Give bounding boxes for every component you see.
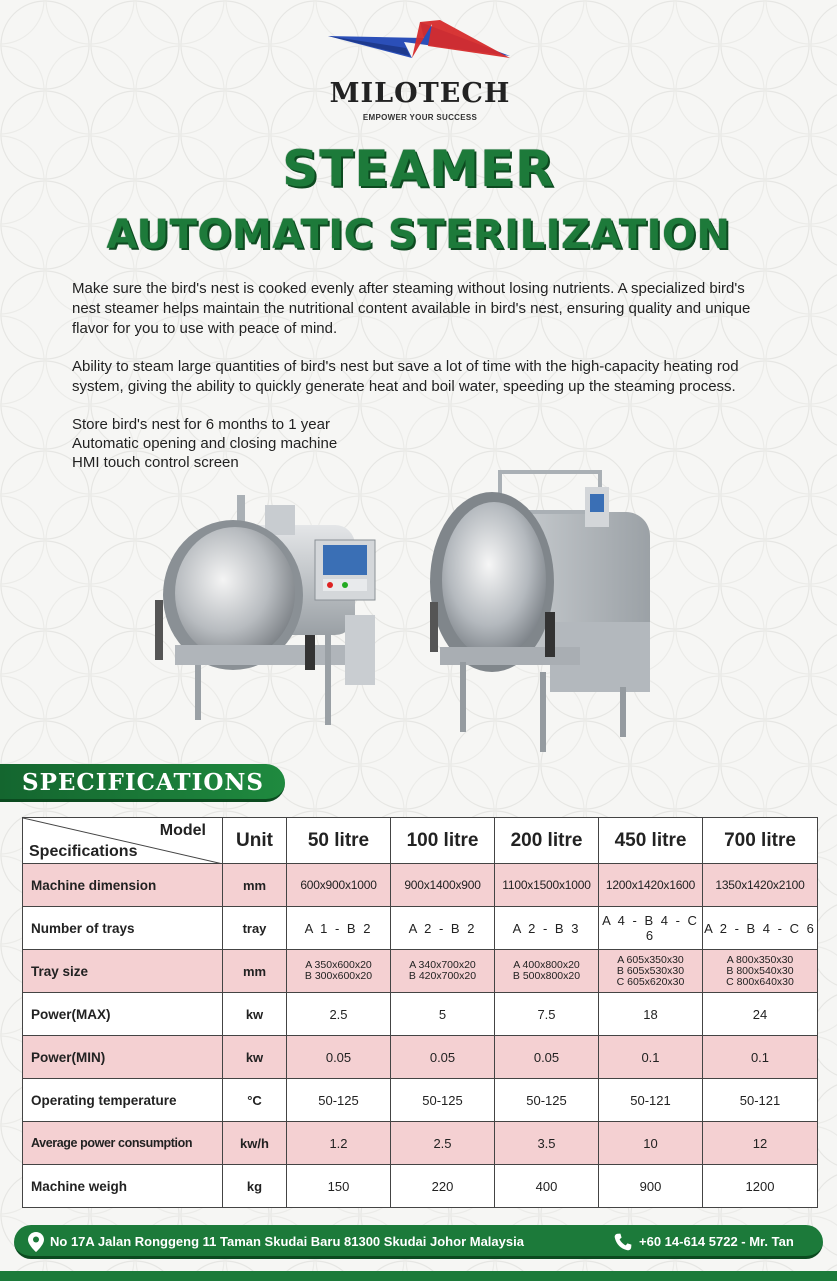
- table-cell: 50-125: [287, 1079, 391, 1122]
- contact-footer: [14, 1225, 823, 1259]
- table-row: [23, 864, 818, 907]
- table-cell: 1100x1500x1000: [495, 864, 599, 907]
- location-pin-icon: [28, 1232, 44, 1252]
- table-cell: [287, 950, 391, 993]
- table-cell: 50-121: [599, 1079, 703, 1122]
- table-cell: 5: [391, 993, 495, 1036]
- header-model-50: 50 litre: [287, 818, 391, 864]
- header-model-700: 700 litre: [703, 818, 818, 864]
- table-cell: [495, 950, 599, 993]
- table-cell: A 1 - B 2: [287, 907, 391, 950]
- table-cell: 150: [287, 1165, 391, 1208]
- table-cell: A 2 - B 2: [391, 907, 495, 950]
- table-cell: A 2 - B 4 - C 6: [703, 907, 818, 950]
- row-label: Power(MAX): [23, 993, 223, 1036]
- table-cell: A 4 - B 4 - C 6: [599, 907, 703, 950]
- specifications-banner: [0, 764, 285, 802]
- header-model-100: 100 litre: [391, 818, 495, 864]
- table-cell: 50-121: [703, 1079, 818, 1122]
- table-row: [23, 993, 818, 1036]
- row-label: Number of trays: [23, 907, 223, 950]
- table-cell: 0.05: [391, 1036, 495, 1079]
- table-cell: 220: [391, 1165, 495, 1208]
- row-unit: °C: [223, 1079, 287, 1122]
- tray-size-line: B 500x800x20: [512, 970, 581, 982]
- table-cell: 0.1: [703, 1036, 818, 1079]
- row-unit: kw: [223, 993, 287, 1036]
- row-unit: mm: [223, 864, 287, 907]
- row-label: Power(MIN): [23, 1036, 223, 1079]
- feature-item: Automatic opening and closing machine: [72, 435, 338, 452]
- description-paragraph-1: Make sure the bird's nest is cooked evenly after steaming without losing nutrients. A specialized bird's nest steamer helps maintain the nutritional content available in bird's nest, ensuring quality and unique flavor for you to use with peace of mind.: [72, 280, 751, 337]
- header-unit: Unit: [223, 818, 287, 864]
- specifications-table: [22, 817, 818, 1208]
- tray-size-line: A 340x700x20: [409, 959, 476, 971]
- row-unit: mm: [223, 950, 287, 993]
- table-header-row: [23, 818, 818, 864]
- table-cell: 3.5: [495, 1122, 599, 1165]
- row-unit: kg: [223, 1165, 287, 1208]
- row-label: Operating temperature: [23, 1079, 223, 1122]
- table-cell: 0.05: [287, 1036, 391, 1079]
- table-cell: 2.5: [287, 993, 391, 1036]
- table-cell: 1200: [703, 1165, 818, 1208]
- table-cell: [703, 950, 818, 993]
- header-model-200: 200 litre: [495, 818, 599, 864]
- feature-item: HMI touch control screen: [72, 454, 239, 471]
- table-cell: 1350x1420x2100: [703, 864, 818, 907]
- table-cell: 50-125: [495, 1079, 599, 1122]
- table-cell: 900: [599, 1165, 703, 1208]
- feature-item: Store bird's nest for 6 months to 1 year: [72, 416, 330, 433]
- header-model-450: 450 litre: [599, 818, 703, 864]
- brand-name: MILOTECH: [329, 78, 511, 109]
- table-cell: 2.5: [391, 1122, 495, 1165]
- row-label: Machine weigh: [23, 1165, 223, 1208]
- tray-size-line: B 605x530x30: [616, 964, 685, 977]
- table-cell: 50-125: [391, 1079, 495, 1122]
- table-cell: [391, 950, 495, 993]
- table-cell: 18: [599, 993, 703, 1036]
- tray-size-line: B 420x700x20: [408, 970, 477, 982]
- table-cell: 900x1400x900: [391, 864, 495, 907]
- table-cell: 400: [495, 1165, 599, 1208]
- phone-icon: [614, 1233, 632, 1251]
- footer-address: No 17A Jalan Ronggeng 11 Taman Skudai Baru 81300 Skudai Johor Malaysia: [50, 1234, 524, 1249]
- table-row: [23, 1079, 818, 1122]
- table-cell: A 2 - B 3: [495, 907, 599, 950]
- tray-size-line: B 800x540x30: [726, 964, 794, 977]
- tray-size-line: C 800x640x30: [726, 975, 794, 988]
- header-specifications-label: Specifications: [29, 843, 138, 860]
- table-cell: 24: [703, 993, 818, 1036]
- table-row: [23, 907, 818, 950]
- table-cell: 12: [703, 1122, 818, 1165]
- table-cell: 10: [599, 1122, 703, 1165]
- brand-logo: [320, 18, 520, 122]
- description-paragraph-2: Ability to steam large quantities of bird's nest but save a lot of time with the high-capacity heating rod system, giving the ability to quickly generate heat and boil water, speeding up the steaming process.: [72, 358, 739, 395]
- page-subtitle: AUTOMATIC STERILIZATION: [106, 212, 731, 258]
- row-unit: kw/h: [223, 1122, 287, 1165]
- table-row: [23, 1036, 818, 1079]
- tray-size-line: C 605x620x30: [616, 975, 685, 988]
- feature-list: [72, 415, 337, 472]
- header-model-label: Model: [159, 822, 206, 839]
- tray-size-line: A 605x350x30: [617, 953, 684, 966]
- table-cell: [599, 950, 703, 993]
- table-cell: 1200x1420x1600: [599, 864, 703, 907]
- table-cell: 1.2: [287, 1122, 391, 1165]
- steamer-machine-image-angle: [420, 462, 660, 757]
- tray-size-line: A 350x600x20: [305, 959, 372, 971]
- header-model-specifications: [23, 818, 223, 864]
- table-cell: 0.1: [599, 1036, 703, 1079]
- specifications-title: SPECIFICATIONS: [22, 769, 265, 796]
- row-label: Tray size: [23, 950, 223, 993]
- brand-tagline: EMPOWER YOUR SUCCESS: [362, 113, 478, 122]
- table-row: [23, 1165, 818, 1208]
- row-label: Average power consumption: [23, 1122, 223, 1165]
- table-cell: 600x900x1000: [287, 864, 391, 907]
- page-title: STEAMER: [282, 140, 555, 198]
- logo-bolt-icon: [320, 18, 520, 78]
- tray-size-line: A 800x350x30: [726, 953, 794, 966]
- tray-size-line: A 400x800x20: [513, 959, 580, 971]
- tray-size-line: B 300x600x20: [304, 970, 373, 982]
- table-cell: 7.5: [495, 993, 599, 1036]
- table-row: [23, 950, 818, 993]
- row-label: Machine dimension: [23, 864, 223, 907]
- row-unit: kw: [223, 1036, 287, 1079]
- table-cell: 0.05: [495, 1036, 599, 1079]
- table-row: [23, 1122, 818, 1165]
- footer-phone[interactable]: +60 14-614 5722 - Mr. Tan: [639, 1234, 794, 1249]
- row-unit: tray: [223, 907, 287, 950]
- bottom-accent-bar: [0, 1271, 837, 1281]
- steamer-machine-image-front: [145, 485, 390, 735]
